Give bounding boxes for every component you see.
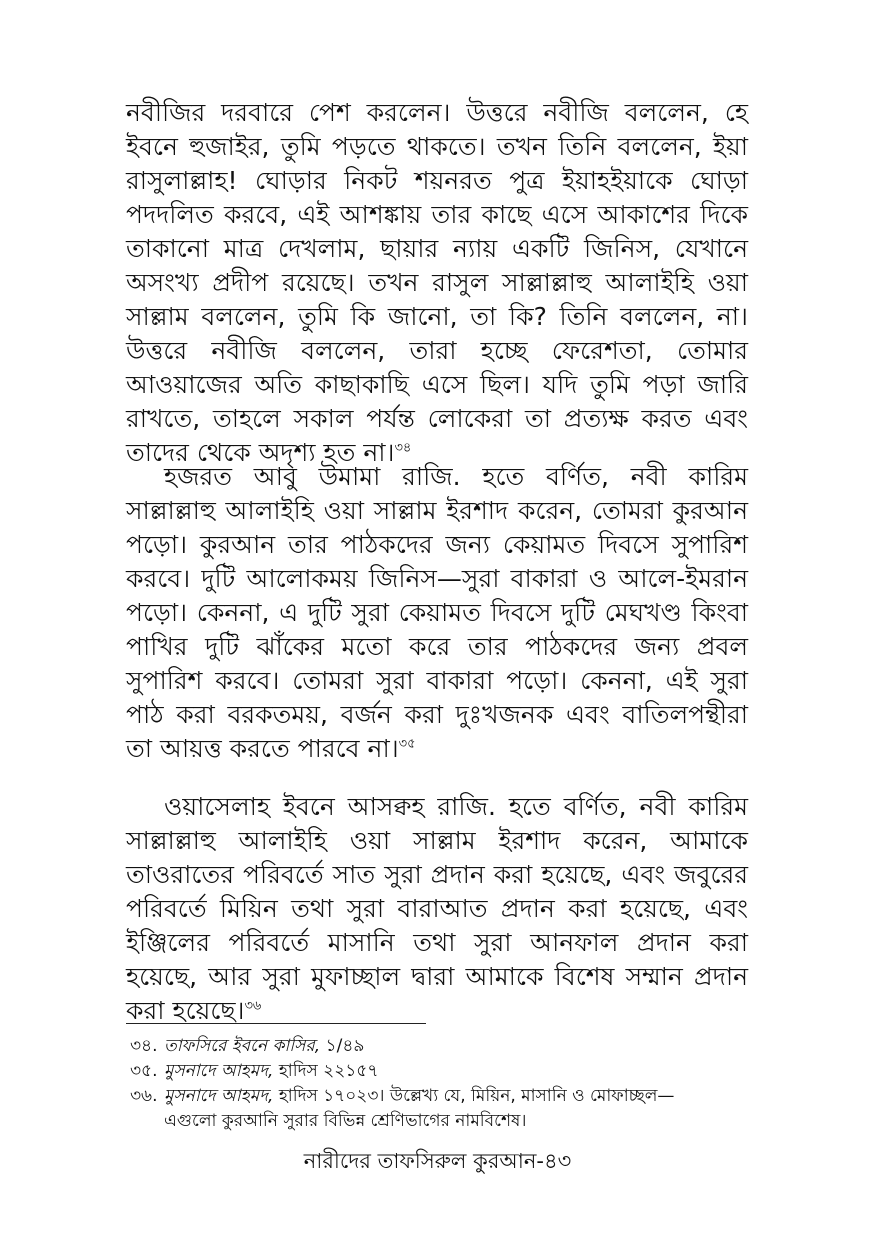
footnotes — [130, 1034, 752, 1134]
footnote-detail: হাদিস ১৭০২৩। উল্লেখ্য যে, মিয়িন, মাসানি ও মোফাচ্ছল— — [273, 1086, 675, 1106]
footnote-source-title: মুসনাদে আহমদ, — [164, 1061, 274, 1081]
footnote-ref-34: ৩৪ — [394, 440, 412, 456]
footnote-number: ৩৪. — [130, 1036, 158, 1056]
footnote-source-title: মুসনাদে আহমদ, — [164, 1086, 274, 1106]
paragraph-2-text: হজরত আবু উমামা রাজি. হতে বর্ণিত, নবী কারিম সাল্লাল্লাহু আলাইহি ওয়া সাল্লাম ইরশাদ করেন, তোমরা কুরআন পড়ো। কুরআন তার পাঠকদের জন্য কেয়ামত দিবসে সুপারিশ করবে। দুটি আলোকময় জিনিস—সুরা বাকারা ও আলে-ইমরান পড়ো। কেননা, এ দুটি সুরা কেয়ামত দিবসে দুটি মেঘখণ্ড কিংবা পাখির দুটি ঝাঁকের মতো করে তার পাঠকদের জন্য প্রবল সুপারিশ করবে। তোমরা সুরা বাকারা পড়ো। কেননা, এই সুরা পাঠ করা বরকতময়, বর্জন করা দুঃখজনক এবং বাতিলপন্থীরা তা আয়ত্ত করতে পারবে না। — [126, 462, 748, 763]
footnote-number: ৩৫. — [130, 1061, 158, 1081]
footnote-ref-36: ৩৬ — [244, 998, 262, 1014]
footnote-36-continuation: এগুলো কুরআনি সুরার বিভিন্ন শ্রেণিভাগের নামবিশেষ। — [164, 1111, 527, 1131]
footnote-divider — [126, 1023, 426, 1024]
footnote-number: ৩৬. — [130, 1086, 158, 1106]
paragraph-1 — [126, 96, 748, 470]
footnote-34 — [130, 1034, 752, 1059]
footnote-36 — [130, 1084, 752, 1109]
footnote-ref-35: ৩৫ — [398, 736, 416, 752]
paragraph-1-text: নবীজির দরবারে পেশ করলেন। উত্তরে নবীজি বললেন, হে ইবনে হুজাইর, তুমি পড়তে থাকতে। তখন তিনি বললেন, ইয়া রাসুলাল্লাহ! ঘোড়ার নিকট শয়নরত পুত্র ইয়াহইয়াকে ঘোড়া পদদলিত করবে, এই আশঙ্কায় তার কাছে এসে আকাশের দিকে তাকানো মাত্র দেখলাম, ছায়ার ন্যায় একটি জিনিস, যেখানে অসংখ্য প্রদীপ রয়েছে। তখন রাসুল সাল্লাল্লাহু আলাইহি ওয়া সাল্লাম বললেন, তুমি কি জানো, তা কি? তিনি বললেন, না। উত্তরে নবীজি বললেন, তারা হচ্ছে ফেরেশতা, তোমার আওয়াজের অতি কাছাকাছি এসে ছিল। যদি তুমি পড়া জারি রাখতে, তাহলে সকাল পর্যন্ত লোকেরা তা প্রত্যক্ষ করত এবং তাদের থেকে অদৃশ্য হত না। — [126, 98, 748, 467]
paragraph-2 — [126, 460, 748, 766]
paragraph-3 — [126, 790, 748, 1028]
footnote-detail: হাদিস ২২১৫৭ — [273, 1061, 379, 1081]
footnote-35 — [130, 1059, 752, 1084]
footnote-detail: ১/৪৯ — [320, 1036, 365, 1056]
page-footer: নারীদের তাফসিরুল কুরআন-৪৩ — [303, 1149, 572, 1173]
footnote-source-title: তাফসিরে ইবনে কাসির, — [164, 1036, 321, 1056]
paragraph-3-text: ওয়াসেলাহ ইবনে আসক্বহ রাজি. হতে বর্ণিত, নবী কারিম সাল্লাল্লাহু আলাইহি ওয়া সাল্লাম ইরশাদ করেন, আমাকে তাওরাতের পরিবর্তে সাত সুরা প্রদান করা হয়েছে, এবং জবুরের পরিবর্তে মিয়িন তথা সুরা বারাআত প্রদান করা হয়েছে, এবং ইঞ্জিলের পরিবর্তে মাসানি তথা সুরা আনফাল প্রদান করা হয়েছে, আর সুরা মুফাচ্ছাল দ্বারা আমাকে বিশেষ সম্মান প্রদান করা হয়েছে। — [126, 792, 748, 1025]
